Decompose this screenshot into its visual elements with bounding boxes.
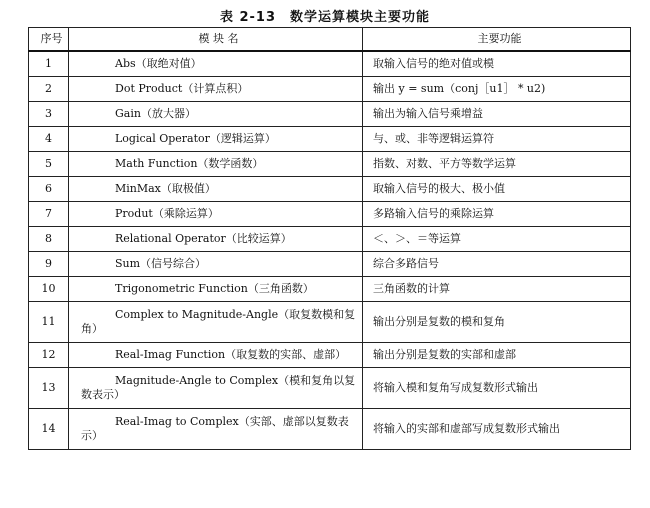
table-number: 表 2-13 — [219, 10, 277, 25]
table-row — [29, 51, 631, 77]
row-index: 11 — [29, 302, 69, 343]
table-row — [29, 277, 631, 302]
row-module-name: Gain（放大器） — [69, 102, 363, 127]
row-index: 4 — [29, 127, 69, 152]
row-index: 13 — [29, 368, 69, 409]
row-index: 9 — [29, 252, 69, 277]
table-row — [29, 102, 631, 127]
row-module-name: Dot Product（计算点积） — [69, 77, 363, 102]
table-row — [29, 227, 631, 252]
row-module-name: Math Function（数学函数） — [69, 152, 363, 177]
row-module-name: Real-Imag to Complex（实部、虚部以复数表示） — [69, 409, 363, 450]
row-index: 10 — [29, 277, 69, 302]
row-module-name: MinMax（取极值） — [69, 177, 363, 202]
math-blocks-table — [28, 27, 631, 450]
header-row — [29, 28, 631, 52]
row-index: 8 — [29, 227, 69, 252]
row-function: 输出为输入信号乘增益 — [363, 102, 631, 127]
row-index: 14 — [29, 409, 69, 450]
row-function: 输出分别是复数的实部和虚部 — [363, 343, 631, 368]
row-module-name: Real-Imag Function（取复数的实部、虚部） — [69, 343, 363, 368]
table-caption — [0, 6, 650, 25]
row-function: 多路输入信号的乘除运算 — [363, 202, 631, 227]
table-row — [29, 127, 631, 152]
row-function: 输出 y = sum（conj［u1］ * u2) — [363, 77, 631, 102]
row-index: 7 — [29, 202, 69, 227]
row-module-name: Abs（取绝对值） — [69, 51, 363, 77]
header-main-function: 主要功能 — [363, 28, 631, 52]
row-index: 5 — [29, 152, 69, 177]
row-module-name: Trigonometric Function（三角函数） — [69, 277, 363, 302]
table-header — [29, 28, 631, 52]
row-function: 指数、对数、平方等数学运算 — [363, 152, 631, 177]
table-row — [29, 152, 631, 177]
table-row — [29, 343, 631, 368]
row-index: 1 — [29, 51, 69, 77]
row-index: 6 — [29, 177, 69, 202]
row-module-name: Sum（信号综合） — [69, 252, 363, 277]
row-function: 取输入信号的绝对值或模 — [363, 51, 631, 77]
row-function: 三角函数的计算 — [363, 277, 631, 302]
header-index: 序号 — [29, 28, 69, 52]
row-module-name: Logical Operator（逻辑运算） — [69, 127, 363, 152]
row-function: 将输入模和复角写成复数形式输出 — [363, 368, 631, 409]
table-row — [29, 177, 631, 202]
row-index: 2 — [29, 77, 69, 102]
row-module-name: Complex to Magnitude-Angle（取复数模和复角） — [69, 302, 363, 343]
row-function: 输出分别是复数的模和复角 — [363, 302, 631, 343]
table-row — [29, 202, 631, 227]
table-row — [29, 368, 631, 409]
row-module-name: Magnitude-Angle to Complex（模和复角以复数表示） — [69, 368, 363, 409]
table-row — [29, 77, 631, 102]
row-function: 与、或、非等逻辑运算符 — [363, 127, 631, 152]
row-function: 将输入的实部和虚部写成复数形式输出 — [363, 409, 631, 450]
row-module-name: Relational Operator（比较运算） — [69, 227, 363, 252]
row-index: 12 — [29, 343, 69, 368]
row-module-name: Produt（乘除运算） — [69, 202, 363, 227]
row-function: 取输入信号的极大、极小值 — [363, 177, 631, 202]
table-row — [29, 409, 631, 450]
table-row — [29, 302, 631, 343]
row-index: 3 — [29, 102, 69, 127]
row-function: ＜、＞、＝等运算 — [363, 227, 631, 252]
header-module-name: 模 块 名 — [69, 28, 363, 52]
table-body — [29, 51, 631, 450]
table-title: 数学运算模块主要功能 — [290, 10, 431, 25]
table-row — [29, 252, 631, 277]
row-function: 综合多路信号 — [363, 252, 631, 277]
